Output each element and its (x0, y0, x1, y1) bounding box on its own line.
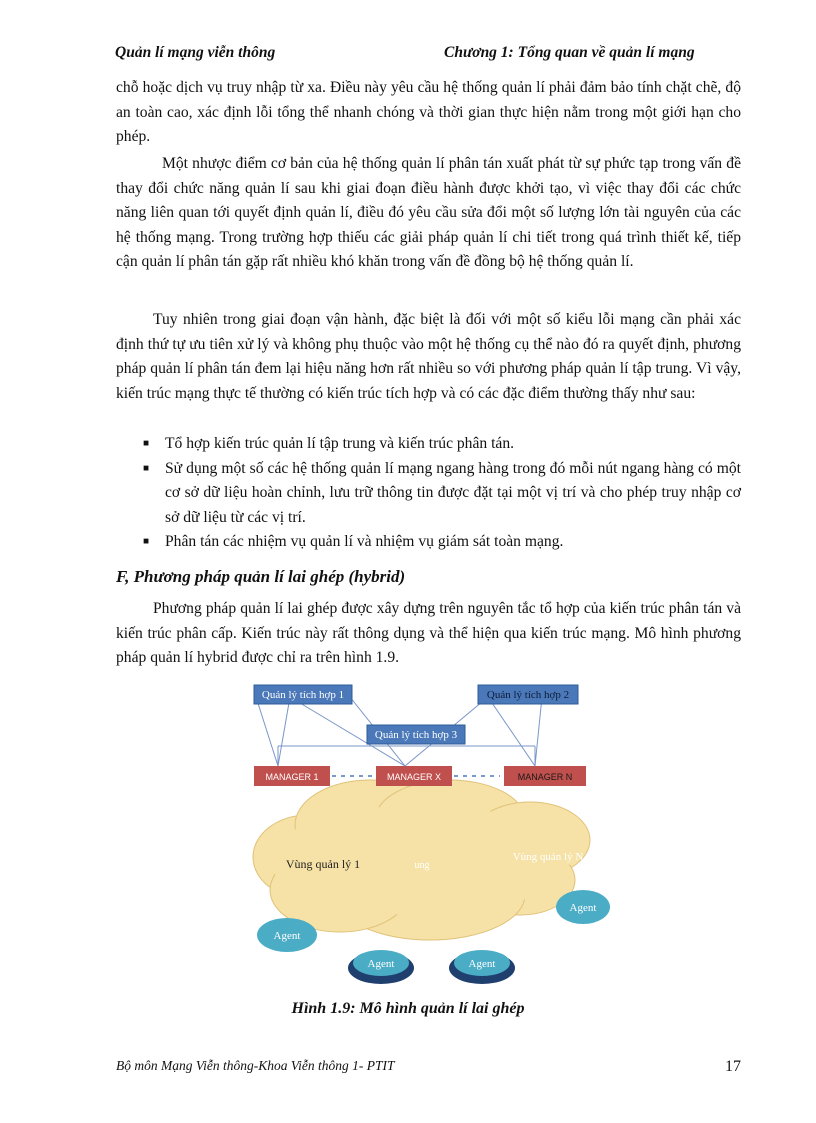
page-footer (116, 1058, 741, 1074)
list-item-text: Tổ hợp kiến trúc quản lí tập trung và kiến trúc phân tán. (165, 435, 515, 452)
agent-2-label: Agent (367, 958, 395, 970)
paragraph-3: Tuy nhiên trong giai đoạn vận hành, đặc biệt là đối với một số kiểu lỗi mạng cần phải xác định thứ tự ưu tiên xử lý và không phụ thuộc vào một hệ thống cụ thể nào đó ra quyết định, phương pháp quản lí phân tán đem lại hiệu năng hơn rất nhiều so với phương pháp quản lí tập trung. Vì vậy, kiến trúc mạng thực tế thường có kiến trúc tích hợp và có các đặc điểm thường thấy như sau: (116, 311, 741, 402)
list-item-text: Sử dụng một số các hệ thống quản lí mạng ngang hàng trong đó mỗi nút ngang hàng có một cơ sở dữ liệu hoàn chỉnh, lưu trữ thông tin được đặt tại một vị trí và cho phép truy nhập cơ sở dữ liệu từ các vị trí. (165, 459, 741, 526)
hybrid-diagram (230, 680, 610, 990)
agent-1 (257, 918, 317, 952)
bullet-icon: ■ (143, 462, 150, 474)
list-item-text: Phân tán các nhiệm vụ quản lí và nhiệm vụ giám sát toàn mạng. (165, 533, 564, 550)
integrated-manager-1-label: Quản lý tích hợp 1 (261, 689, 345, 701)
bullet-icon: ■ (143, 438, 150, 449)
paragraph-4: Phương pháp quản lí lai ghép được xây dựng trên nguyên tắc tổ hợp của kiến trúc phân tán và kiến trúc phân cấp. Kiến trúc này rất thông dụng và thể hiện qua kiến trúc mạng. Mô hình phương pháp quản lí hybrid được chỉ ra trên hình 1.9. (116, 600, 741, 666)
header-right: Chương 1: Tổng quan về quản lí mạng (444, 44, 695, 61)
page-header (110, 44, 710, 66)
manager-n (504, 766, 586, 786)
list-item (116, 457, 741, 531)
manager-x-label: MANAGER X (386, 772, 442, 782)
agent-4-label: Agent (569, 902, 597, 914)
agent-3 (449, 950, 515, 984)
integrated-manager-2 (478, 685, 578, 704)
integrated-manager-3 (367, 725, 465, 744)
agent-3-label: Agent (468, 958, 496, 970)
footer-text: Bộ môn Mạng Viễn thông-Khoa Viễn thông 1- PTIT (116, 1058, 395, 1073)
list-item (116, 530, 741, 555)
agent-4 (556, 890, 610, 924)
hybrid-diagram-svg (230, 680, 610, 990)
figure-caption: Hình 1.9: Mô hình quản lí lai ghép (291, 1000, 525, 1017)
manager-x (376, 766, 452, 786)
page-number: 17 (725, 1058, 741, 1075)
paragraph-1: chỗ hoặc dịch vụ truy nhập từ xa. Điều này yêu cầu hệ thống quản lí phải đảm bảo tính chặt chẽ, độ an toàn cao, xác định lỗi tổng thể nhanh chóng và thời gian thực hiện nằm trong một giới hạn cho phép. (116, 79, 741, 145)
region-mid-label: ung (414, 860, 430, 871)
integrated-manager-3-label: Quản lý tích hợp 3 (374, 729, 458, 741)
feature-list (116, 432, 741, 555)
region-n-label: Vùng quản lý N (512, 851, 584, 863)
agent-2 (348, 950, 414, 984)
manager-1 (254, 766, 330, 786)
list-item (116, 432, 741, 457)
manager-n-label: MANAGER N (517, 772, 573, 782)
paragraph-2: Một nhược điểm cơ bản của hệ thống quản lí phân tán xuất phát từ sự phức tạp trong vấn đề thay đổi chức năng quản lí sau khi giai đoạn điều hành được khởi tạo, vì việc thay đổi các chức năng liên quan tới quyết định quản lí, điều đó yêu cầu sửa đổi một số lượng lớn tài nguyên của các hệ thống mạng. Trong trường hợp thiếu các giải pháp quản lí chi tiết trong quá trình thiết kế, tiếp cận quản lí phân tán gặp rất nhiều khó khăn trong vấn đề đồng bộ hệ thống quản lí. (116, 155, 741, 270)
bullet-icon: ■ (143, 536, 150, 547)
header-left: Quản lí mạng viễn thông (115, 44, 276, 61)
integrated-manager-1 (254, 685, 352, 704)
integrated-manager-2-label: Quản lý tích hợp 2 (486, 689, 570, 701)
manager-1-label: MANAGER 1 (265, 772, 319, 782)
region-1-label: Vùng quản lý 1 (285, 857, 361, 871)
section-title: F, Phương pháp quản lí lai ghép (hybrid) (116, 567, 406, 586)
agent-1-label: Agent (273, 930, 301, 942)
